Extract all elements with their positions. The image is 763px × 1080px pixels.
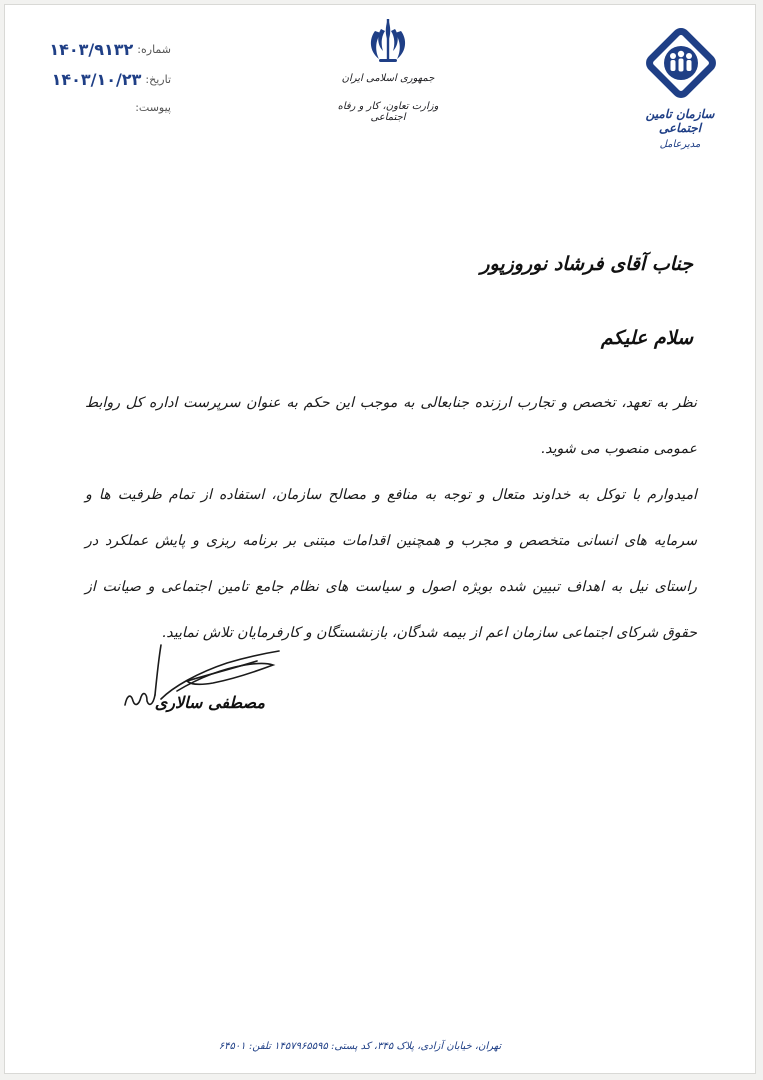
social-security-logo-icon (645, 27, 717, 99)
letter-number-label: شماره: (137, 42, 171, 56)
letter-meta (21, 39, 171, 119)
letter-paragraph: امیدوارم با توکل به خداوند متعال و توجه به منافع و مصالح سازمان، استفاده از تمام ظرفیت ها و سرمایه های انسانی متخصص و مجرب و همچنین اقدامات مبتنی بر برنامه ریزی و پایش عملکرد در راستای نیل به اهداف تبیین شده بویژه اصول و سیاست های نظام جامع تامین اجتماعی و صیانت از حقوق شرکای اجتماعی سازمان اعم از بیمه شدگان، بازنشستگان و کارفرمایان تلاش نمایید. (85, 487, 697, 641)
state-emblem-block (323, 15, 453, 125)
letter-date-value: ۱۴۰۳/۱۰/۲۳ (51, 69, 142, 89)
letter-page (4, 4, 756, 1074)
emblem-caption-ministry: وزارت تعاون، کار و رفاه اجتماعی (337, 101, 439, 123)
org-logo-block (625, 27, 735, 167)
letter-attachment-row (135, 97, 171, 117)
letter-greeting: سلام علیکم (600, 327, 693, 349)
footer-address: تهران، خیابان آزادی، پلاک ۳۴۵، کد پستی: ۱۴۵۷۹۶۵۵۹۵ تلفن: ۶۴۵۰۱ (218, 1041, 502, 1052)
emblem-caption-republic: جمهوری اسلامی ایران (341, 73, 435, 84)
letter-paragraph: نظر به تعهد، تخصص و تجارب ارزنده جنابعالی به موجب این حکم به عنوان سرپرست اداره کل روابط عمومی منصوب می شوید. (85, 395, 697, 457)
org-position: مدیرعامل (659, 139, 701, 150)
letter-date-label: تاریخ: (145, 72, 171, 86)
letter-addressee: جناب آقای فرشاد نوروزپور (480, 253, 693, 275)
letter-body (85, 380, 697, 656)
letter-number-value: ۱۴۰۳/۹۱۳۲ (49, 39, 134, 59)
org-name: سازمان تامین اجتماعی (645, 107, 715, 135)
letter-number-row (49, 39, 171, 59)
state-emblem-icon (361, 15, 415, 69)
signer-name: مصطفی سالاری (154, 693, 265, 712)
letter-attachment-label: پیوست: (135, 100, 171, 114)
letter-date-row (52, 69, 171, 89)
